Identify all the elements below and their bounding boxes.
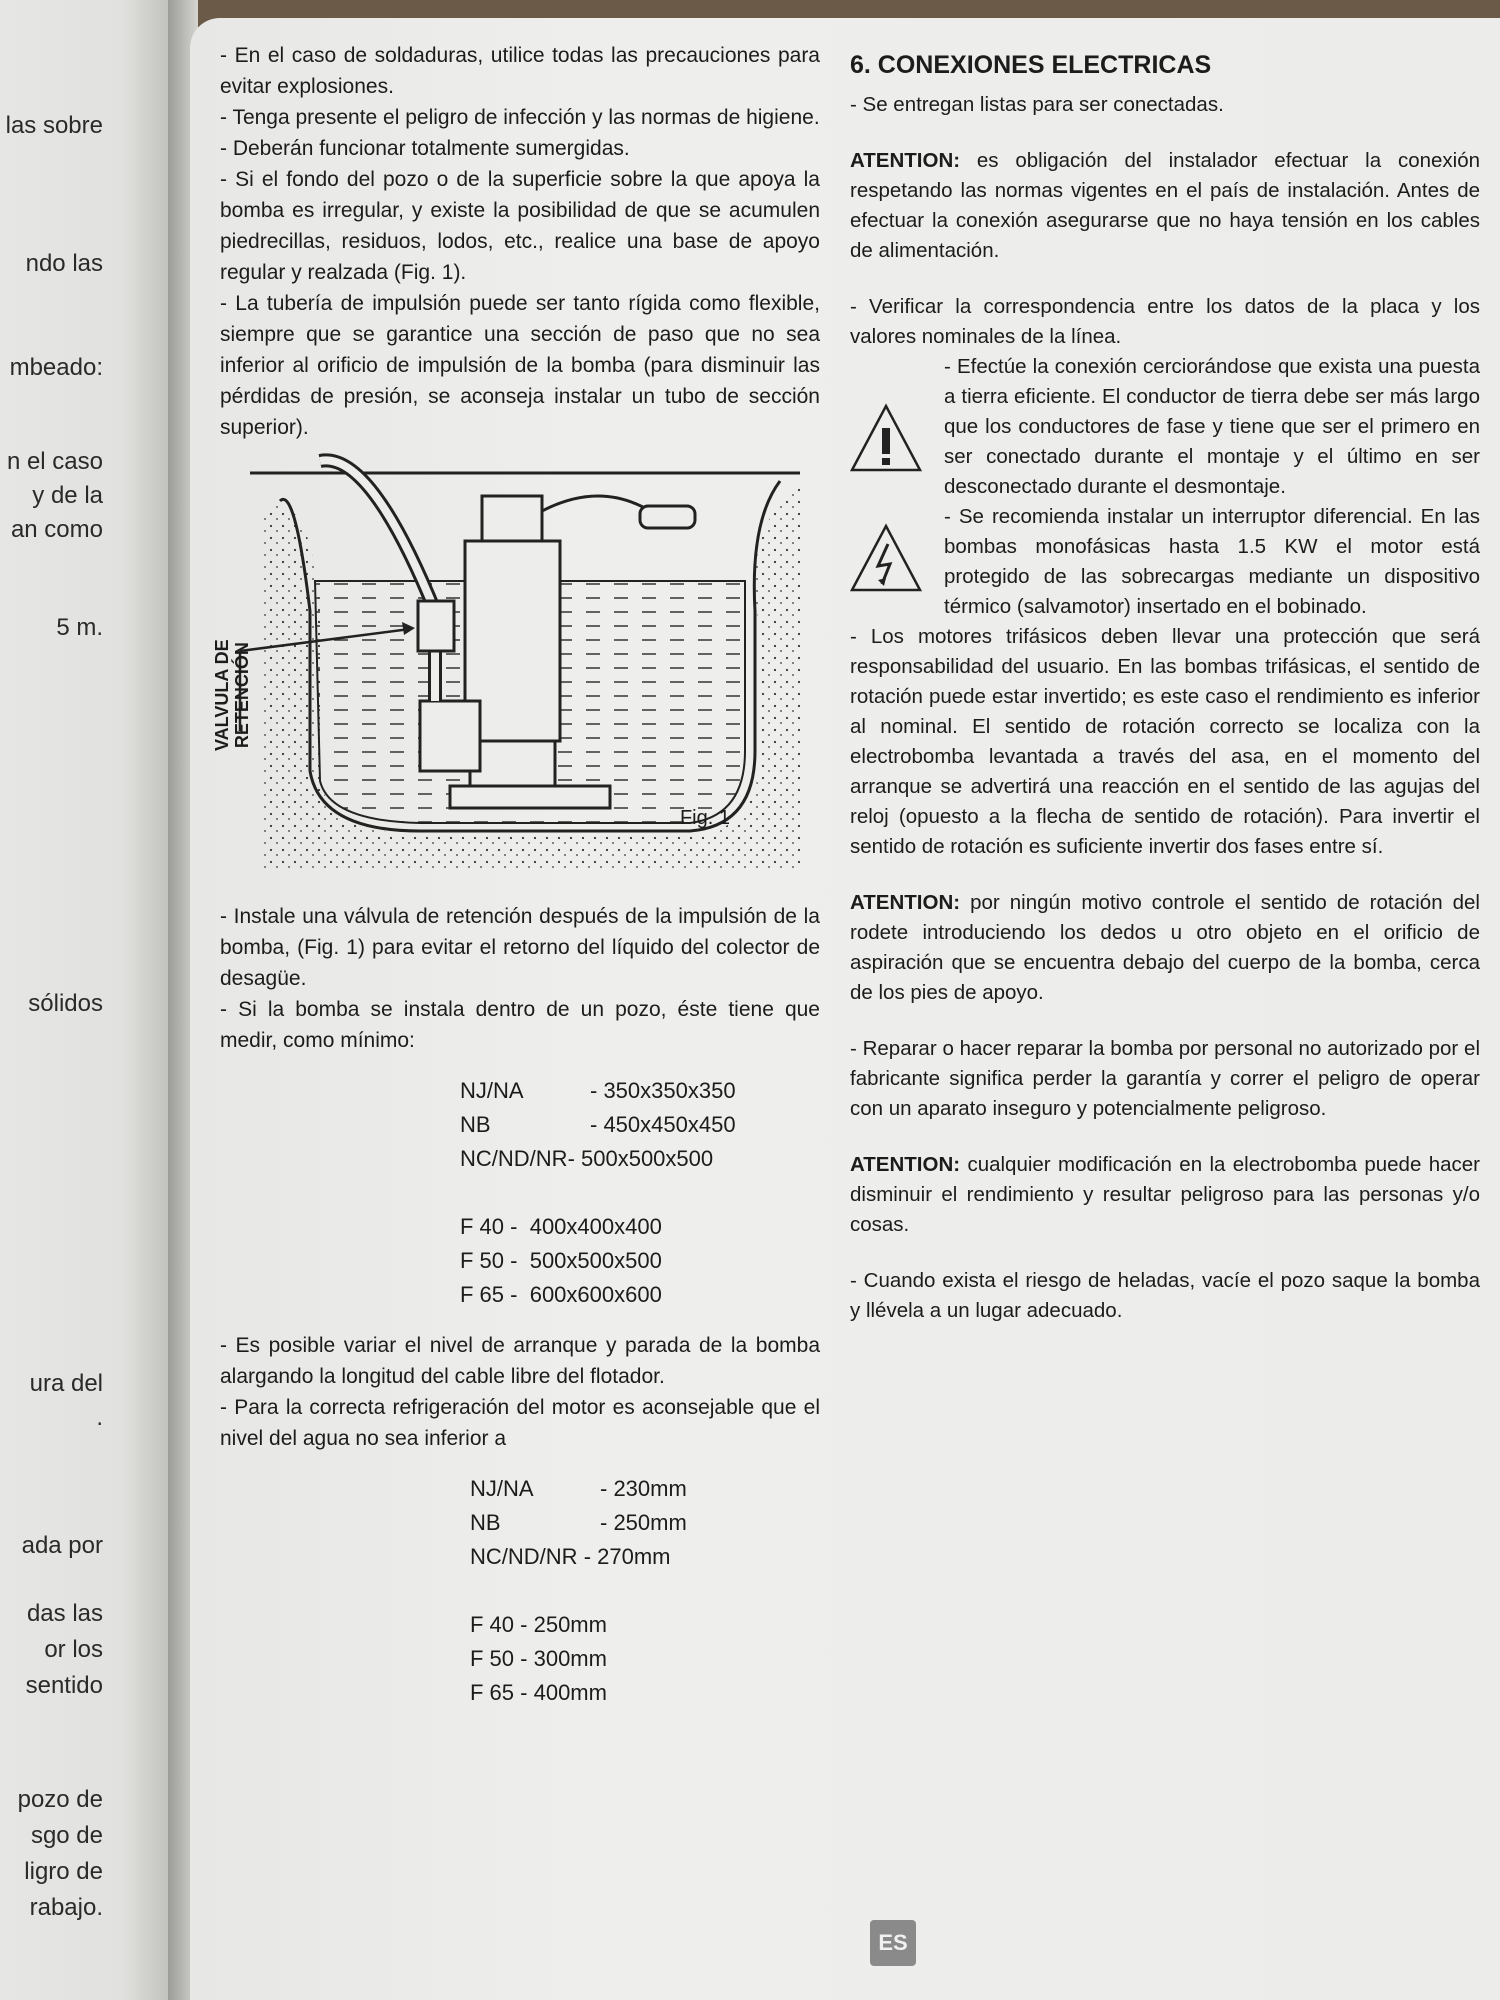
spec-row: F 50 - 300mm (470, 1646, 607, 1671)
paragraph: - Instale una válvula de retención después de la impulsión de la bomba, (Fig. 1) para evitar el retorno del líquido del colector de desagüe. (220, 905, 820, 990)
paragraph: - Si el fondo del pozo o de la superficie sobre la que apoya la bomba es irregular, y existe la posibilidad de que se acumulen piedrecillas, residuos, lodos, etc., realice una base de apoyo regular y realzada (Fig. 1). (220, 168, 820, 284)
left-fragment: sgo de (30, 1822, 103, 1849)
paragraph: - En el caso de soldaduras, utilice todas las precauciones para evitar explosiones. (220, 44, 820, 98)
paragraph: - Cuando exista el riesgo de heladas, vacíe el pozo saque la bomba y llévela a un lugar adecuado. (850, 1269, 1480, 1322)
left-fragment: das las (26, 1600, 103, 1627)
left-fragment: . (96, 1404, 103, 1431)
left-fragment: ndo las (25, 250, 103, 277)
left-fragment: ligro de (24, 1858, 103, 1885)
paragraph: - La tubería de impulsión puede ser tanto rígida como flexible, siempre que se garantice una sección de paso que no sea inferior al orificio de impulsión de la bomba (para disminuir las pérdidas de presión, se aconseja instalar un tubo de sección superior). (220, 292, 820, 439)
valve-label: VALVULA DE RETENCIÓN (212, 639, 252, 751)
spec-row: F 40 - 250mm (470, 1612, 607, 1637)
left-fragment: y de la (32, 482, 103, 509)
paragraph: - Deberán funcionar totalmente sumergidas. (220, 137, 630, 160)
paragraph: - Se recomienda instalar un interruptor diferencial. En las bombas monofásicas hasta 1.5 KW el motor está protegido de las sobrecargas mediante un dispositivo térmico (salvamotor) insertado en el bobinado. (944, 505, 1480, 618)
paragraph: - Es posible variar el nivel de arranque y parada de la bomba alargando la longitud del cable libre del flotador. (220, 1334, 820, 1388)
pit-size-list (460, 1074, 820, 1312)
pump-well-diagram (220, 451, 820, 881)
earth-warning-block (850, 352, 1480, 502)
left-fragment: an como (10, 516, 103, 543)
paragraph: - Efectúe la conexión cerciorándose que exista una puesta a tierra eficiente. El conductor de tierra debe ser más largo que los conductores de fase y tiene que ser el primero en ser conectado durante el montaje y el último en ser desconectado durante el desmontaje. (944, 355, 1480, 498)
water-level-list (470, 1472, 820, 1710)
electric-warning-block (850, 502, 1480, 622)
paragraph: - Para la correcta refrigeración del motor es aconsejable que el nivel del agua no sea inferior a (220, 1396, 820, 1450)
figure-caption: Fig. 1 (679, 807, 730, 829)
left-fragment: rabajo. (29, 1894, 103, 1921)
attention-paragraph: ATENTION: por ningún motivo controle el sentido de rotación del rodete introduciendo los dedos u otro objeto en el orificio de aspiración que se encuentra debajo del cuerpo de la bomba, cerca de los pies de apoyo. (850, 891, 1480, 1004)
left-fragment: 5 m. (56, 614, 103, 641)
left-fragment: or los (44, 1636, 103, 1663)
spec-row: NB - 250mm (470, 1510, 687, 1535)
spec-row: NJ/NA - 230mm (470, 1476, 687, 1501)
paragraph: - Reparar o hacer reparar la bomba por personal no autorizado por el fabricante significa perder la garantía y correr el peligro de operar con un aparato inseguro y potencialmente peligroso. (850, 1037, 1480, 1120)
warning-exclamation-icon (850, 402, 922, 483)
left-column (212, 40, 820, 1728)
spec-row: F 50 - 500x500x500 (460, 1248, 662, 1273)
left-fragment: n el caso (6, 448, 103, 475)
left-fragment: ada por (21, 1532, 103, 1559)
left-fragment: sentido (25, 1672, 103, 1699)
paragraph: - Si la bomba se instala dentro de un pozo, éste tiene que medir, como mínimo: (220, 998, 820, 1052)
paragraph: - Se entregan listas para ser conectadas. (850, 93, 1224, 116)
right-column (850, 50, 1480, 1326)
left-fragment: las sobre (5, 112, 103, 139)
spec-row: F 65 - 600x600x600 (460, 1282, 662, 1307)
spec-row: NC/ND/NR - 500x500x500 (460, 1146, 714, 1171)
language-badge: ES (870, 1920, 916, 1966)
attention-paragraph: ATENTION: es obligación del instalador efectuar la conexión respetando las normas vigentes en el país de instalación. Antes de efectuar la conexión asegurarse que no haya tensión en los cables de alimentación. (850, 149, 1480, 262)
spec-row: F 40 - 400x400x400 (460, 1214, 662, 1239)
spec-row: NB - 450x450x450 (460, 1112, 736, 1137)
spec-row: NC/ND/NR - 270mm (470, 1544, 671, 1569)
spec-row: F 65 - 400mm (470, 1680, 607, 1705)
paragraph: - Los motores trifásicos deben llevar una protección que será responsabilidad del usuario. En las bombas trifásicas, el sentido de rotación puede estar invertido; es este caso el rendimiento es inferior al nominal. El sentido de rotación correcto se localiza con la electrobomba levantada a través del asa, en el momento del arranque se advertirá una reacción en el sentido de las agujas del reloj (opuesto a la flecha de sentido de rotación). Para invertir el sentido de rotación es suficiente invertir dos fases entre sí. (850, 625, 1480, 858)
left-fragment: sólidos (28, 990, 103, 1017)
pump-installation-figure (212, 451, 820, 881)
attention-paragraph: ATENTION: cualquier modificación en la electrobomba puede hacer disminuir el rendimiento y resultar peligroso para las personas y/o cosas. (850, 1153, 1480, 1236)
left-fragment: ura del (29, 1370, 103, 1397)
left-fragment: pozo de (17, 1786, 103, 1813)
paragraph: - Tenga presente el peligro de infección y las normas de higiene. (220, 106, 820, 129)
high-voltage-icon (850, 522, 922, 603)
left-page (0, 0, 175, 2000)
spec-row: NJ/NA - 350x350x350 (460, 1078, 736, 1103)
section-heading: 6. CONEXIONES ELECTRICAS (850, 51, 1212, 79)
left-fragment: mbeado: (9, 354, 103, 381)
paragraph: - Verificar la correspondencia entre los datos de la placa y los valores nominales de la línea. (850, 295, 1480, 348)
